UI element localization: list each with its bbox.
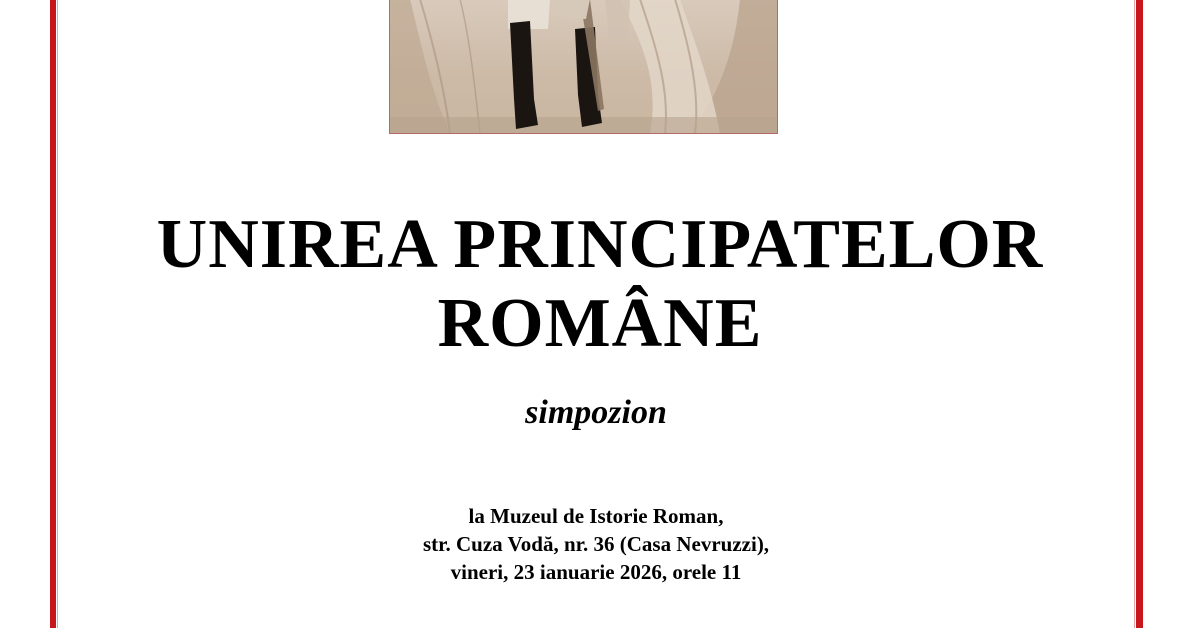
portrait-engraving-art [390, 0, 777, 133]
poster-title-line-1: UNIREA PRINCIPATELOR [156, 206, 1044, 283]
event-type-subtitle: simpozion [525, 394, 667, 431]
venue-line: la Muzeul de Istorie Roman, [468, 504, 724, 528]
poster-title-line-2: ROMÂNE [437, 285, 763, 362]
portrait-engraving [389, 0, 778, 134]
address-line: str. Cuza Vodă, nr. 36 (Casa Nevruzzi), [422, 532, 770, 556]
datetime-line: vineri, 23 ianuarie 2026, orele 11 [450, 560, 742, 584]
